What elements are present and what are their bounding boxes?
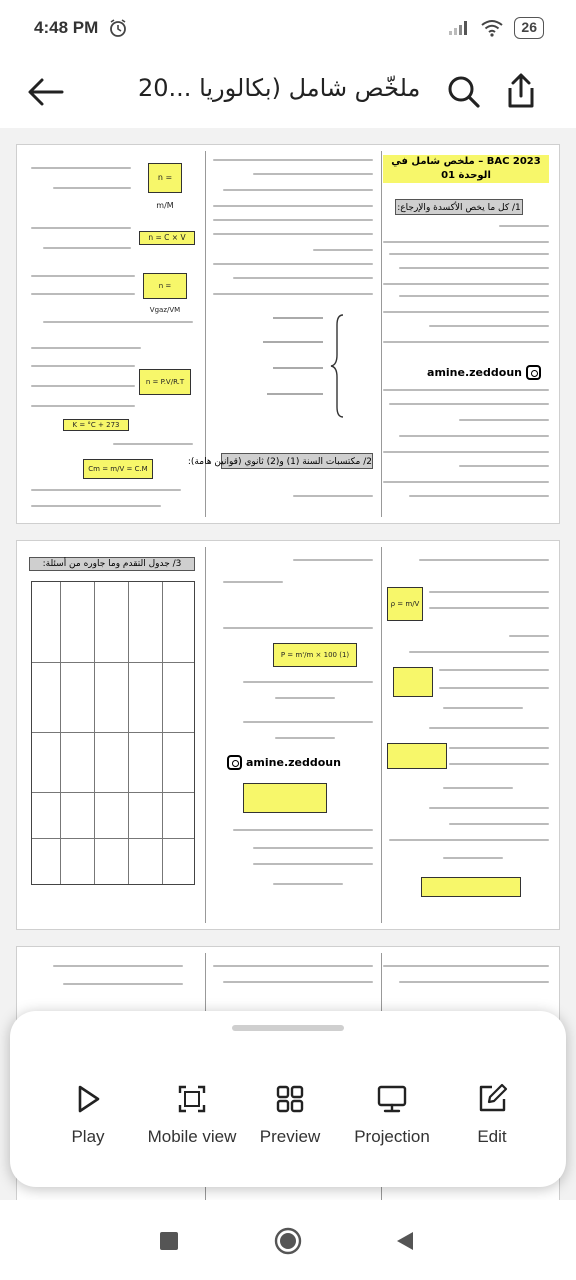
play-icon: [72, 1083, 104, 1115]
edit-button[interactable]: Edit: [470, 1083, 514, 1163]
instagram-icon: [526, 365, 541, 380]
share-button[interactable]: [504, 70, 538, 112]
formula-density-box: ρ = m/V: [387, 587, 423, 621]
back-triangle-icon: [394, 1230, 416, 1252]
projection-monitor-icon: [376, 1083, 408, 1115]
column-divider: [381, 547, 382, 923]
mobile-view-button[interactable]: Mobile view: [138, 1083, 246, 1163]
search-button[interactable]: [446, 72, 482, 112]
action-sheet: [10, 1011, 566, 1187]
home-button[interactable]: [273, 1226, 303, 1256]
document-page-1[interactable]: [16, 144, 560, 524]
column-divider: [205, 547, 206, 923]
formula-mass-conc-box: Cm = m/V = C.M: [83, 459, 153, 479]
play-button[interactable]: Play: [66, 1083, 110, 1163]
column-divider: [381, 151, 382, 517]
wifi-icon: [480, 19, 504, 37]
edit-icon: [476, 1083, 508, 1115]
arrow-left-icon: [26, 74, 66, 110]
signal-icon: [448, 20, 470, 36]
alarm-icon: [108, 18, 128, 38]
formula-gas-box: n = Vgaz/VM: [143, 273, 187, 299]
recent-apps-button[interactable]: [154, 1226, 184, 1256]
section-heading: 2/ مكتسبات السنة (1) و(2) ثانوي (قوانين هامة):: [221, 453, 373, 469]
states-brace-diagram: [233, 311, 353, 421]
preview-button[interactable]: Preview: [254, 1083, 326, 1163]
status-right: [448, 17, 544, 39]
status-time: 4:48 PM: [34, 18, 99, 37]
system-back-button[interactable]: [390, 1226, 420, 1256]
formula-relative-density-box: [393, 667, 433, 697]
sheet-drag-handle[interactable]: [232, 1025, 344, 1031]
formula-purity-box: P = m'/m × 100 (1): [273, 643, 357, 667]
document-page-2[interactable]: [16, 540, 560, 930]
home-icon: [273, 1226, 303, 1256]
back-button[interactable]: [26, 74, 66, 110]
mobile-view-icon: [176, 1083, 208, 1115]
battery-indicator: 26: [514, 17, 544, 39]
brand-watermark: amine.zeddoun: [427, 365, 541, 380]
page-2-content: [23, 547, 553, 923]
instagram-icon: [227, 755, 242, 770]
section-heading: 3/ جدول التقدم وما جاوره من أسئلة:: [29, 557, 195, 571]
progress-table: [31, 581, 195, 885]
section-heading: 1/ كل ما يخص الأكسدة والإرجاع:: [395, 199, 523, 215]
document-title: ملخّص شامل (بكالوريا ...20: [138, 74, 421, 102]
formula-kelvin-box: K = °C + 273: [63, 419, 129, 431]
search-icon: [446, 72, 482, 112]
page-1-content: [23, 151, 553, 517]
formula-mass-box: n = m/M: [148, 163, 182, 193]
system-nav-bar: [0, 1200, 576, 1280]
top-bar: [0, 56, 576, 128]
brand-watermark: amine.zeddoun: [227, 755, 341, 770]
formula-gas-density-box: [387, 743, 447, 769]
bac-title: BAC 2023 – ملخص شامل في الوحدة 01: [383, 155, 549, 183]
formula-concentration-box: n = C × V: [139, 231, 195, 245]
formula-dilution-box: [421, 877, 521, 897]
preview-grid-icon: [274, 1083, 306, 1115]
projection-button[interactable]: Projection: [344, 1083, 440, 1163]
share-icon: [504, 70, 538, 112]
status-bar: [0, 0, 576, 56]
recent-apps-icon: [159, 1231, 179, 1251]
status-left: [34, 18, 128, 38]
formula-ideal-gas-box: n = P.V/R.T: [139, 369, 191, 395]
formula-purity-2-box: [243, 783, 327, 813]
